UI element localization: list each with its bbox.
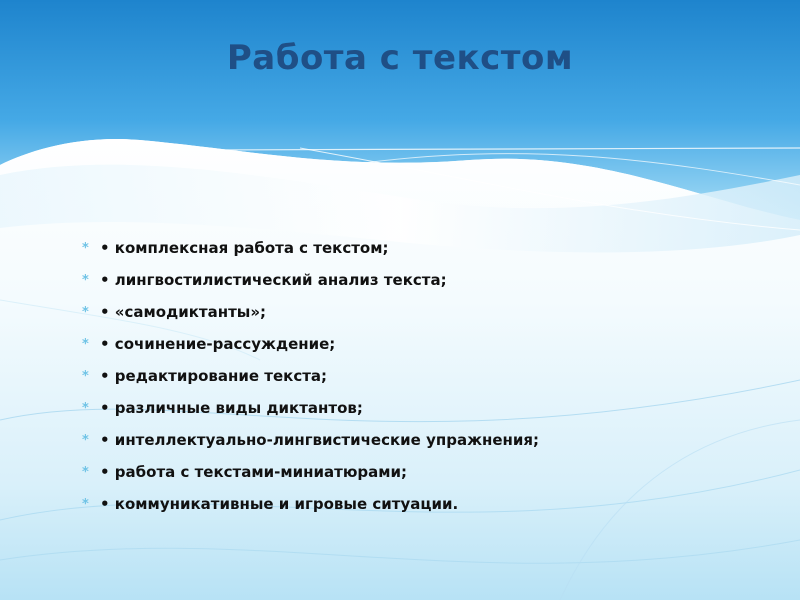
bullet-list <box>82 232 539 520</box>
asterisk-icon: * <box>82 400 89 416</box>
list-item-text: • редактирование текста; <box>100 367 328 385</box>
list-item-text: • «самодиктанты»; <box>100 303 267 321</box>
asterisk-icon: * <box>82 464 89 480</box>
list-item-text: • сочинение-рассуждение; <box>100 335 336 353</box>
list-item <box>82 296 539 328</box>
asterisk-icon: * <box>82 432 89 448</box>
list-item <box>82 360 539 392</box>
list-item-text: • интеллектуально-лингвистические упражнения; <box>100 431 540 449</box>
list-item <box>82 424 539 456</box>
list-item <box>82 456 539 488</box>
asterisk-icon: * <box>82 336 89 352</box>
list-item <box>82 264 539 296</box>
list-item-text: • лингвостилистический анализ текста; <box>100 271 447 289</box>
asterisk-icon: * <box>82 272 89 288</box>
asterisk-icon: * <box>82 304 89 320</box>
list-item-text: • различные виды диктантов; <box>100 399 363 417</box>
asterisk-icon: * <box>82 496 89 512</box>
list-item <box>82 488 539 520</box>
asterisk-icon: * <box>82 240 89 256</box>
list-item-text: • работа с текстами-миниатюрами; <box>100 463 408 481</box>
list-item-text: • коммуникативные и игровые ситуации. <box>100 495 459 513</box>
asterisk-icon: * <box>82 368 89 384</box>
list-item-text: • комплексная работа с текстом; <box>100 239 389 257</box>
list-item <box>82 232 539 264</box>
slide-title: Работа с текстом <box>226 38 574 78</box>
list-item <box>82 328 539 360</box>
list-item <box>82 392 539 424</box>
